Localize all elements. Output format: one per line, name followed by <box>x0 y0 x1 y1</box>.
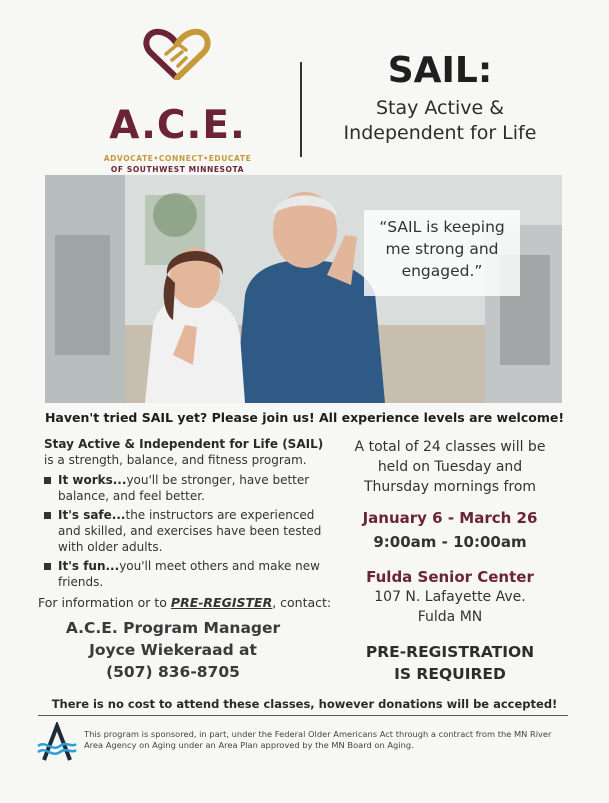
letter-a-waves-icon <box>36 722 78 764</box>
contact-phone: (507) 836-8705 <box>106 663 240 681</box>
ace-logo-text: A.C.E. <box>109 103 246 148</box>
program-description: is a strength, balance, and fitness program. <box>44 453 307 467</box>
sponsor-statement: This program is sponsored, in part, under the Federal Older Americans Act through a contract from the MN River Area Agency on Aging under an Area Plan approved by the MN Board on Aging. <box>84 729 552 750</box>
benefit-text: you'll meet others and make new friends. <box>58 559 320 589</box>
contact-prompt <box>38 595 338 610</box>
benefit-heading: It works... <box>58 473 127 487</box>
contact-lead: For information or to <box>38 595 171 610</box>
time-range: 9:00am - 10:00am <box>373 533 527 551</box>
contact-name: Joyce Wiekeraad at <box>89 641 257 659</box>
list-item <box>44 472 324 504</box>
venue-address <box>340 567 560 627</box>
pre-register-emphasis: PRE-REGISTER <box>170 595 273 610</box>
date-range: January 6 - March 26 <box>362 509 538 527</box>
header-divider <box>300 62 302 157</box>
class-dates <box>340 506 560 554</box>
class-schedule-text <box>340 437 560 497</box>
schedule-line-1: A total of 24 classes will be <box>354 439 546 455</box>
schedule-line-2: held on Tuesday and <box>377 459 523 475</box>
ace-logo-subtitle: OF SOUTHWEST MINNESOTA <box>110 165 245 174</box>
subtitle-line-1: Stay Active & <box>375 97 505 119</box>
program-intro <box>44 436 324 468</box>
prereg-line-2: IS REQUIRED <box>394 665 506 683</box>
testimonial-quote <box>364 210 520 296</box>
pre-registration-notice <box>340 641 560 685</box>
venue-name: Fulda Senior Center <box>366 568 534 586</box>
venue-city: Fulda MN <box>417 609 483 625</box>
benefit-heading: It's fun... <box>58 559 120 573</box>
venue-street: 107 N. Lafayette Ave. <box>374 589 526 605</box>
list-item <box>44 558 324 590</box>
contact-tail: , contact: <box>272 595 332 610</box>
quote-line-2: me strong and <box>385 240 499 258</box>
benefits-list <box>44 472 324 593</box>
footer-divider <box>38 715 568 716</box>
page-title: SAIL: <box>387 50 493 91</box>
welcome-banner: Haven't tried SAIL yet? Please join us! All experience levels are welcome! <box>44 410 565 425</box>
list-item <box>44 507 324 555</box>
square-bullet-icon <box>44 477 51 484</box>
contact-title: A.C.E. Program Manager <box>65 619 281 637</box>
schedule-line-3: Thursday mornings from <box>363 479 537 495</box>
page-subtitle <box>310 96 570 146</box>
program-name: Stay Active & Independent for Life (SAIL) <box>44 437 324 451</box>
prereg-line-1: PRE-REGISTRATION <box>365 643 535 661</box>
ace-logo <box>70 28 285 174</box>
ace-logo-tagline: ADVOCATE•CONNECT•EDUCATE <box>103 154 252 163</box>
quote-line-1: “SAIL is keeping <box>379 218 505 236</box>
benefit-heading: It's safe... <box>58 508 126 522</box>
quote-line-3: engaged.” <box>401 262 483 280</box>
benefit-text: you'll be stronger, have better balance, and feel better. <box>58 473 310 503</box>
square-bullet-icon <box>44 512 51 519</box>
subtitle-line-2: Independent for Life <box>343 122 537 144</box>
square-bullet-icon <box>44 563 51 570</box>
contact-details <box>38 617 308 683</box>
no-cost-notice: There is no cost to attend these classes, however donations will be accepted! <box>51 697 558 711</box>
benefit-text: the instructors are experienced and skilled, and exercises have been tested with older adults. <box>58 508 322 554</box>
handshake-heart-icon <box>142 28 212 80</box>
